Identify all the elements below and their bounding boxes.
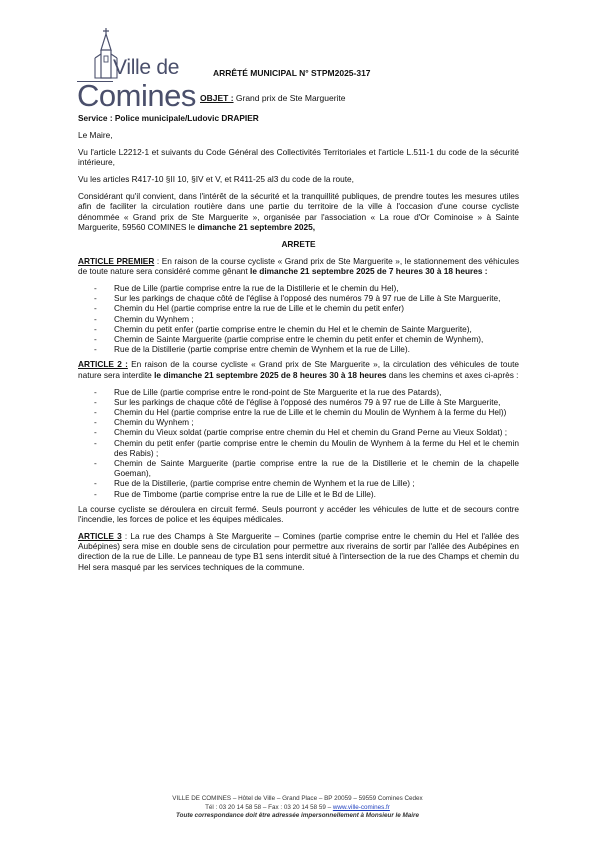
logo-line2: Comines <box>77 78 196 113</box>
article-2 <box>78 359 519 379</box>
list-item: - Chemin du petit enfer (partie comprise entre le chemin du Moulin de Wynhem à la ferme du Hel et le chemin des Rabis) ; <box>114 438 519 458</box>
list-item: - Chemin du Hel (partie comprise entre la rue de Lille et le chemin du Moulin de Wynhem à la ferme du Hel)) <box>114 407 519 417</box>
considerant-text: Considérant qu'il convient, dans l'intérêt de la sécurité et la tranquillité publiques, de prendre toutes les mesures utiles afin de faciliter la circulation routière dans une partie du territoire de la ville à l'occasion d'une course cycliste dénommée « Grand prix de Ste Marguerite », organisée par l'association « La roue d'Or Cominoise » à Sainte Marguerite, 59560 COMINES le <box>78 191 519 232</box>
footer-address: VILLE DE COMINES – Hôtel de Ville – Grand Place – BP 20059 – 59559 Comines Cedex <box>172 795 423 802</box>
article-1 <box>78 256 519 276</box>
article-2-label: ARTICLE 2 : <box>78 359 128 370</box>
list-item: - Sur les parkings de chaque côté de l'église à l'opposé des numéros 79 à 97 rue de Lille à Ste Marguerite, <box>114 293 519 303</box>
article-1-list <box>78 283 519 354</box>
objet-line <box>200 93 346 103</box>
considerant-paragraph <box>78 191 519 232</box>
list-item: - Chemin du petit enfer (partie comprise entre le chemin du Hel et le chemin de Sainte Marguerite), <box>114 324 519 334</box>
page-title: ARRÊTÉ MUNICIPAL N° STPM2025-317 <box>213 68 371 78</box>
objet-label: OBJET : <box>200 93 234 103</box>
footer-notice: Toute correspondance doit être adressée impersonnellement à Monsieur le Maire <box>176 812 419 819</box>
list-item: - Sur les parkings de chaque côté de l'église à l'opposé des numéros 79 à 97 rue de Lille à Ste Marguerite, <box>114 397 519 407</box>
vu-paragraph-1: Vu l'article L2212-1 et suivants du Code Général des Collectivités Territoriales et l'article L.511-1 du code de la sécurité intérieure, <box>78 147 519 168</box>
article-3-text: : La rue des Champs à Ste Marguerite – Comines (partie comprise entre le chemin du Hel et l'allée des Aubépines) sera mise en double sens de circulation pour permettre aux riverains de sortir par l'allée des Aubépines en direction de la rue de Lille. Le panneau de type B1 sens interdit situé à l'intersection de la rue des Champs et chemin du Hel sera masqué par les services techniques de la commune. <box>78 531 520 572</box>
considerant-date: dimanche 21 septembre 2025, <box>197 221 316 232</box>
article-1-text: : En raison de la course cycliste « Grand prix de Ste Marguerite », le stationnement des véhicules de toute nature sera considéré comme gênant <box>78 255 519 277</box>
list-item: - Rue de Timbome (partie comprise entre la rue de Lille et le Bd de Lille). <box>114 489 519 499</box>
list-item: - Chemin de Sainte Marguerite (partie comprise entre le chemin du petit enfer et chemin de Wynhem), <box>114 334 519 344</box>
article-1-label: ARTICLE PREMIER <box>78 255 155 266</box>
circuit-paragraph: La course cycliste se déroulera en circuit fermé. Seuls pourront y accéder les véhicules de lutte et de secours contre l'incendie, les forces de police et les équipes médicales. <box>78 503 519 525</box>
list-item: - Chemin du Wynhem ; <box>114 417 519 427</box>
vu-paragraph-2: Vu les articles R417-10 §II 10, §IV et V, et R411-25 al3 du code de la route, <box>78 174 354 185</box>
article-3 <box>78 531 519 572</box>
list-item: - Chemin du Hel (partie comprise entre la rue de Lille et le chemin du petit enfer) <box>114 303 519 313</box>
maire-line: Le Maire, <box>78 130 113 140</box>
footer <box>0 795 595 821</box>
list-item: - Chemin du Vieux soldat (partie comprise entre chemin du Hel et chemin du Grand Perne au Vieux Soldat) ; <box>114 427 519 437</box>
list-item: - Chemin de Sainte Marguerite (partie comprise entre la rue de la Distillerie et le chemin de la chapelle Goeman), <box>114 458 519 478</box>
footer-contact <box>0 804 595 813</box>
logo-line1: Ville de <box>113 56 180 79</box>
service-line <box>78 113 519 123</box>
list-item: - Rue de la Distillerie (partie comprise entre chemin de Wynhem et la rue de Lille). <box>114 344 519 354</box>
objet-text: Grand prix de Ste Marguerite <box>233 93 346 103</box>
arrete-heading: ARRETE <box>281 238 316 249</box>
ville-de-comines-logo <box>77 28 196 113</box>
list-item: - Chemin du Wynhem ; <box>114 314 519 324</box>
list-item: - Rue de la Distillerie, (partie comprise entre chemin de Wynhem et la rue de Lille) ; <box>114 478 519 488</box>
article-1-date: le dimanche 21 septembre 2025 de 7 heures 30 à 18 heures : <box>250 266 488 277</box>
list-item: - Rue de Lille (partie comprise entre la rue de la Distillerie et le chemin du Hel), <box>114 283 519 293</box>
document-body <box>78 113 519 579</box>
website-link[interactable]: www.ville-comines.fr <box>332 803 390 811</box>
article-3-label: ARTICLE 3 <box>78 531 122 542</box>
service-text: Service : Police municipale/Ludovic DRAPIER <box>78 113 259 123</box>
article-2-list <box>78 387 519 499</box>
article-2-date: le dimanche 21 septembre 2025 de 8 heures 30 à 18 heures <box>154 369 387 380</box>
list-item: - Rue de Lille (partie comprise entre le rond-point de Ste Marguerite et la rue des Patards), <box>114 387 519 397</box>
article-2-text-end: dans les chemins et axes ci-après : <box>386 369 519 380</box>
article-2-text: En raison de la course cycliste « Grand prix de Ste Marguerite », la circulation des véhicules de toute nature sera interdite <box>78 359 519 380</box>
footer-phone: Tél : 03 20 14 58 58 – Fax : 03 20 14 58 59 – <box>205 803 333 811</box>
